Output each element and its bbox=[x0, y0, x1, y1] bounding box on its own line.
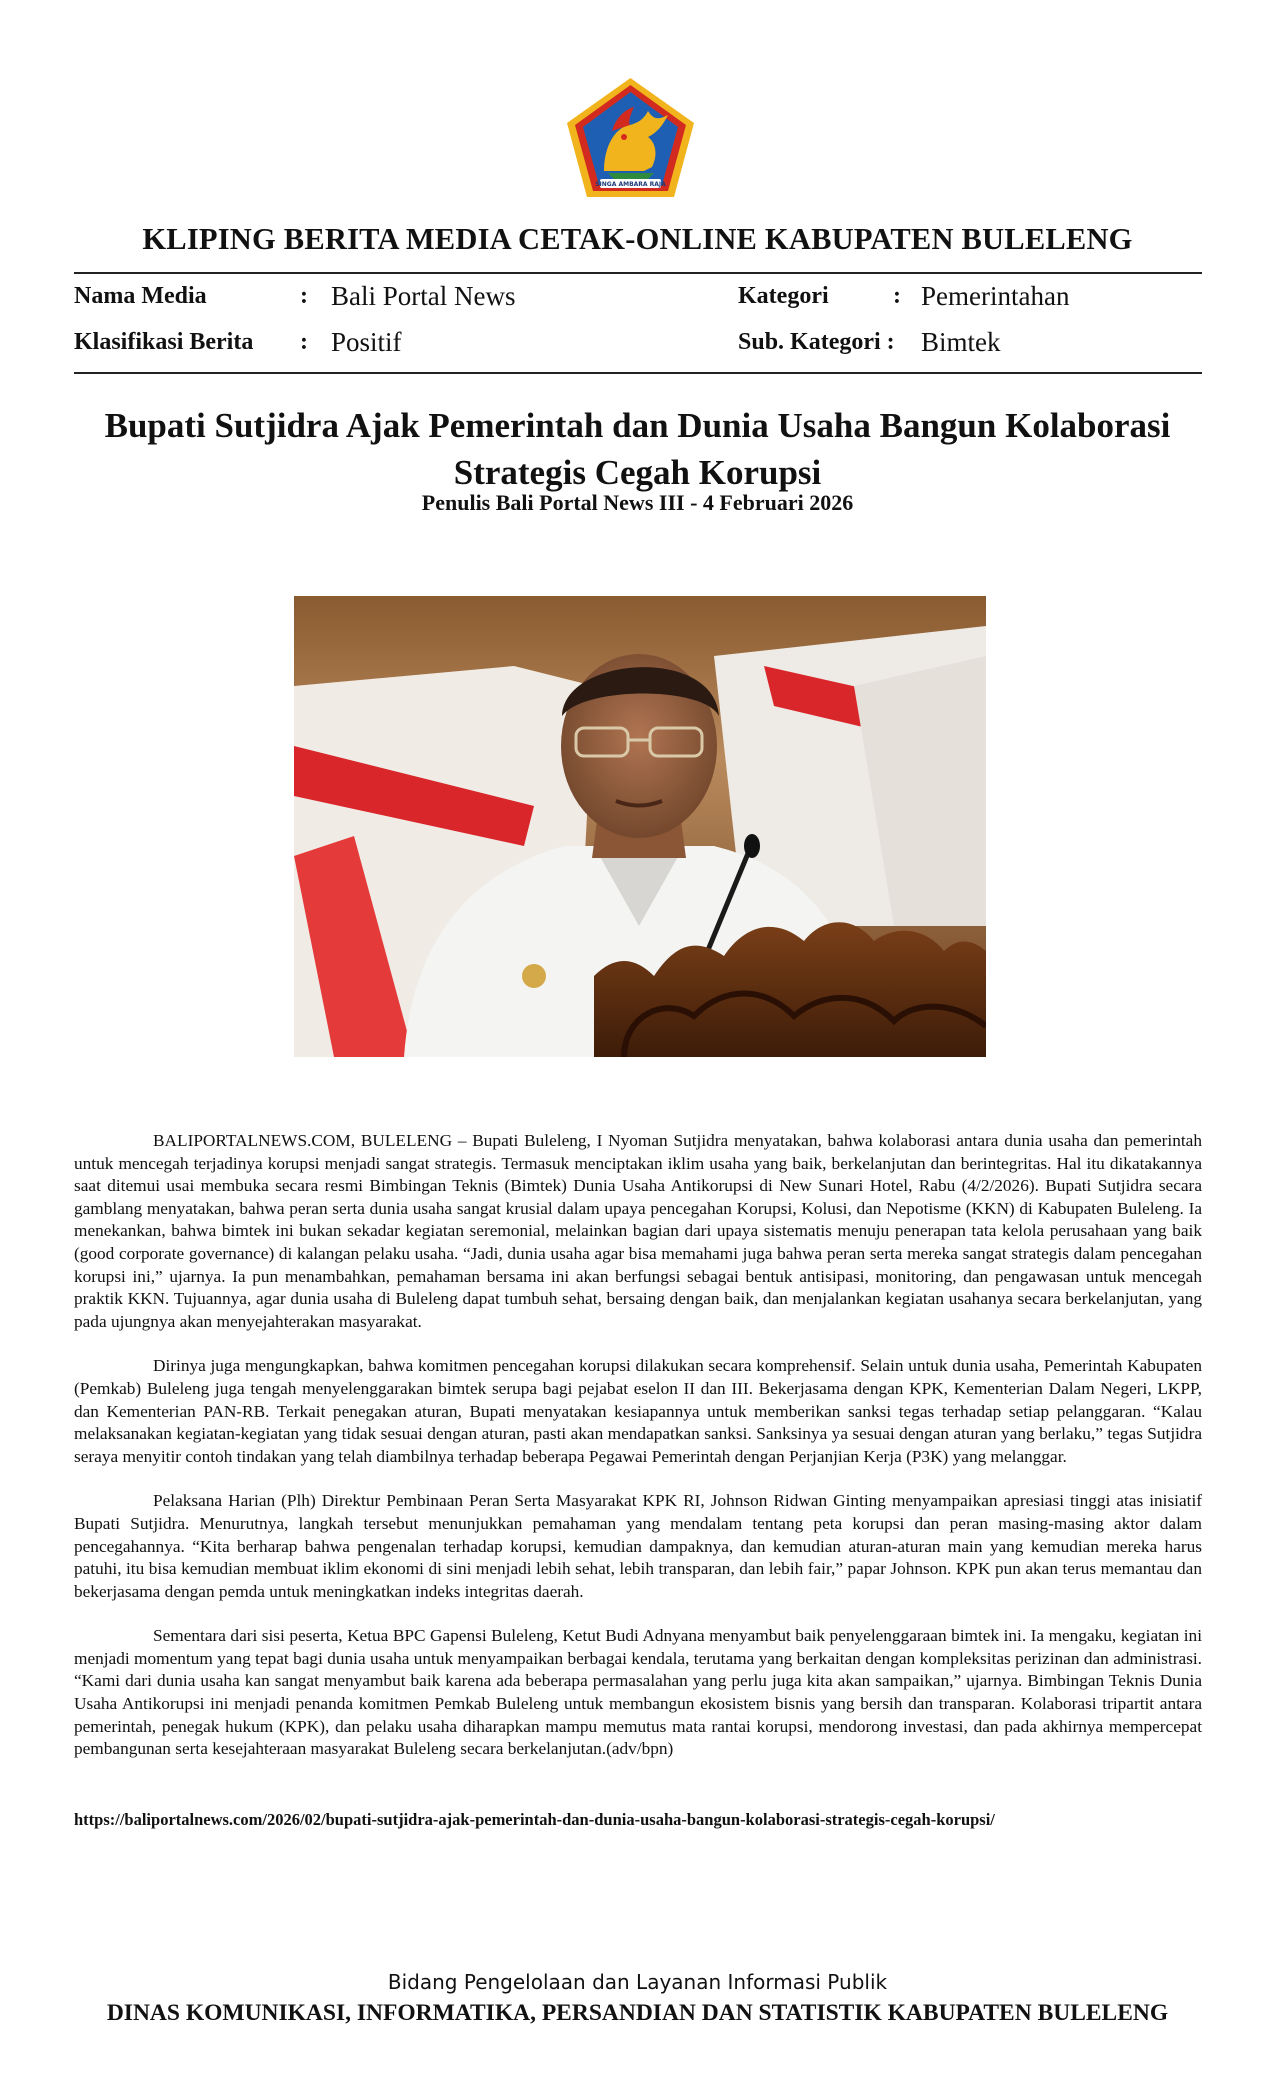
article-paragraph-4: Sementara dari sisi peserta, Ketua BPC Gapensi Buleleng, Ketut Budi Adnyana menyambut baik penyelenggaraan bimtek ini. Ia mengaku, kegiatan ini menjadi momentum yang tepat bagi dunia usaha untuk menyampaikan berbagai kendala, terutama yang berkaitan dengan kompleksitas perizinan dan administrasi. “Kami dari dunia usaha kan sangat menyambut baik karena ada beberapa permasalahan yang perlu juga kita akan sampaikan,” ujarnya. Bimbingan Teknis Dunia Usaha Antikorupsi ini menjadi penanda komitmen Pemkab Buleleng untuk membangun ekosistem bisnis yang bersih dan transparan. Kolaborasi tripartit antara pemerintah, penegak hukum (KPK), dan pelaku usaha diharapkan mampu memutus mata rantai korupsi, mendorong investasi, dan pada akhirnya mempercepat pembangunan serta kesejahteraan masyarakat Buleleng secara berkelanjutan.(adv/bpn) bbox=[74, 1626, 1202, 1759]
category-label: Kategori bbox=[738, 283, 829, 309]
subcategory-label: Sub. Kategori : bbox=[738, 329, 895, 355]
document-header-title: KLIPING BERITA MEDIA CETAK-ONLINE KABUPATEN BULELENG bbox=[142, 222, 1133, 256]
classification-value: Positif bbox=[331, 327, 402, 357]
header-divider-top bbox=[74, 272, 1202, 274]
article-paragraph-3: Pelaksana Harian (Plh) Direktur Pembinaan Peran Serta Masyarakat KPK RI, Johnson Ridwan Ginting menyampaikan apresiasi tinggi atas inisiatif Bupati Sutjidra. Menurutnya, langkah tersebut menunjukkan pemahaman yang mendalam tentang peta korupsi dan peran masing-masing aktor dalam pencegahannya. “Kita berharap bahwa pengenalan terhadap korupsi, kemudian dampaknya, dan kemudian aturan-aturan main yang kemudian mereka harus patuhi, itu bisa kemudian membuat iklim ekonomi di sini menjadi lebih sehat, lebih transparan, dan lebih fair,” papar Johnson. KPK pun akan terus memantau dan bekerjasama dengan pemda untuk meningkatkan indeks integritas daerah. bbox=[74, 1491, 1202, 1601]
source-url-link[interactable]: https://baliportalnews.com/2026/02/bupati-sutjidra-ajak-pemerintah-dan-dunia-usaha-bangun-kolaborasi-strategis-cegah-korupsi/ bbox=[74, 1810, 995, 1829]
media-colon: : bbox=[300, 283, 308, 309]
classification-colon: : bbox=[300, 329, 308, 355]
category-value: Pemerintahan bbox=[921, 281, 1070, 311]
category-colon: : bbox=[893, 283, 901, 309]
article-body bbox=[74, 1130, 1202, 1783]
article-title bbox=[60, 402, 1215, 496]
media-value: Bali Portal News bbox=[331, 281, 516, 311]
header-divider-bottom bbox=[74, 372, 1202, 374]
article-title-line-1: Bupati Sutjidra Ajak Pemerintah dan Dunia Usaha Bangun Kolaborasi bbox=[104, 406, 1171, 445]
article-paragraph-1: BALIPORTALNEWS.COM, BULELENG – Bupati Buleleng, I Nyoman Sutjidra menyatakan, bahwa kolaborasi antara dunia usaha dan pemerintah untuk mencegah terjadinya korupsi menjadi sangat strategis. Termasuk menciptakan iklim usaha yang baik, berkelanjutan dan berintegritas. Hal itu dikatakannya saat ditemui usai membuka secara resmi Bimbingan Teknis (Bimtek) Dunia Usaha Antikorupsi di New Sunari Hotel, Rabu (4/2/2026). Bupati Sutjidra secara gamblang menyatakan, bahwa peran serta dunia usaha sangat krusial dalam upaya pencegahan Korupsi, Kolusi, dan Nepotisme (KKN) di Kabupaten Buleleng. Ia menekankan, bahwa bimtek ini bukan sekadar kegiatan seremonial, melainkan bagian dari upaya sistematis menuju penerapan tata kelola perusahaan yang baik (good corporate governance) di kalangan pelaku usaha. “Jadi, dunia usaha agar bisa memahami juga bahwa peran serta mereka sangat strategis dalam pencegahan korupsi ini,” ujarnya. Ia pun menambahkan, pemahaman bersama ini akan berfungsi sebagai bentuk antisipasi, monitoring, dan pengawasan untuk mencegah praktik KKN. Tujuannya, agar dunia usaha di Buleleng dapat tumbuh sehat, bersaing dengan baik, dan menjalankan kegiatan usahanya secara berkelanjutan, yang pada ujungnya akan menyejahterakan masyarakat. bbox=[74, 1131, 1202, 1331]
article-byline: Penulis Bali Portal News III - 4 Februari 2026 bbox=[421, 490, 854, 515]
article-title-line-2: Strategis Cegah Korupsi bbox=[453, 453, 822, 492]
svg-text:SINGA AMBARA RAJA: SINGA AMBARA RAJA bbox=[595, 181, 666, 188]
media-label: Nama Media bbox=[74, 283, 207, 309]
classification-label: Klasifikasi Berita bbox=[74, 329, 254, 355]
article-paragraph-2: Dirinya juga mengungkapkan, bahwa komitmen pencegahan korupsi dilakukan secara komprehensif. Selain untuk dunia usaha, Pemerintah Kabupaten (Pemkab) Buleleng juga tengah menyelenggarakan bimtek serupa bagi pejabat eselon II dan III. Bekerjasama dengan KPK, Kementerian Dalam Negeri, LKPP, dan Kementerian PAN-RB. Terkait penegakan aturan, Bupati menyatakan kesiapannya untuk memberikan sanksi tegas terhadap setiap pelanggaran. “Kalau melaksanakan kegiatan-kegiatan yang tidak sesuai dengan aturan, pasti akan mendapatkan sanksi. Sanksinya ya sesuai dengan aturan yang berlaku,” tegas Sutjidra seraya menyitir contoh tindakan yang telah diambilnya terhadap beberapa Pegawai Pemerintah dengan Perjanjian Kerja (P3K) yang melanggar. bbox=[74, 1356, 1202, 1466]
footer-department: Bidang Pengelolaan dan Layanan Informasi Publik bbox=[387, 1970, 888, 1994]
footer-agency: DINAS KOMUNIKASI, INFORMATIKA, PERSANDIAN DAN STATISTIK KABUPATEN BULELENG bbox=[106, 2000, 1169, 2026]
subcategory-value: Bimtek bbox=[921, 327, 1001, 357]
buleleng-regency-emblem-icon bbox=[564, 75, 697, 200]
speaker-at-podium-photo bbox=[294, 596, 986, 1057]
